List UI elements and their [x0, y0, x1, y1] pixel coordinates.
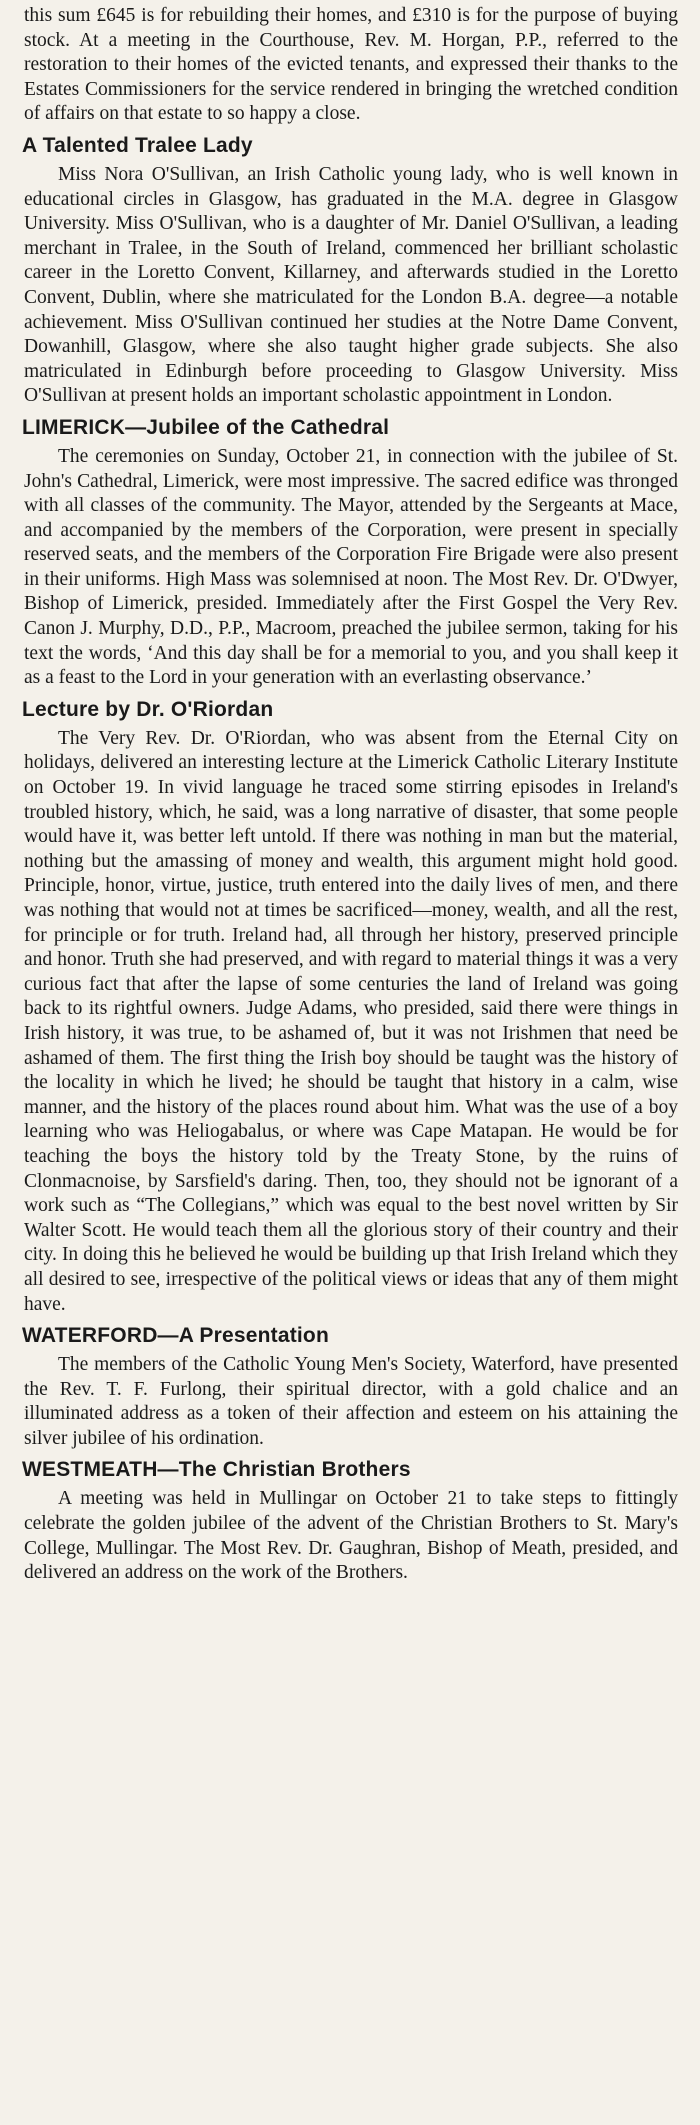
article-body-westmeath-brothers: A meeting was held in Mullingar on October 21 to take steps to fittingly celebrate the golden jubilee of the advent of the Christian Brothers to St. Mary's College, Mullingar. The Most Rev. Dr. Gaughran, Bishop of Meath, presided, and delivered an address on the work of the Brothers. — [24, 1488, 678, 1584]
article-body-limerick-jubilee: The ceremonies on Sunday, October 21, in connection with the jubilee of St. John's Cathedral, Limerick, were most impressive. The sacred edifice was thronged with all classes of the community. The Mayor, attended by the Sergeants at Mace, and accompanied by the members of the Corporation, were present in specially reserved seats, and the members of the Corporation Fire Brigade were also present in their uniforms. High Mass was solemnised at noon. The Most Rev. Dr. O'Dwyer, Bishop of Limerick, presided. Immediately after the First Gospel the Very Rev. Canon J. Murphy, D.D., P.P., Macroom, preached the jubilee sermon, taking for his text the words, ‘And this day shall be for a memorial to you, and you shall keep it as a feast to the Lord in your generation with an everlasting observance.’ — [24, 445, 678, 689]
heading-limerick-jubilee: LIMERICK—Jubilee of the Cathedral — [22, 415, 390, 439]
article-body-evicted-tenants: this sum £645 is for rebuilding their homes, and £310 is for the purpose of buying stock. At a meeting in the Courthouse, Rev. M. Horgan, P.P., referred to the restoration to their homes of the evicted tenants, and expressed their thanks to the Estates Commissioners for the service rendered in bringing the wretched condition of affairs on that estate to so happy a close. — [24, 5, 678, 125]
heading-lecture-oriordan: Lecture by Dr. O'Riordan — [22, 697, 274, 721]
heading-tralee-lady: A Talented Tralee Lady — [22, 133, 253, 157]
heading-westmeath-brothers: WESTMEATH—The Christian Brothers — [22, 1458, 411, 1482]
article-body-tralee-lady: Miss Nora O'Sullivan, an Irish Catholic young lady, who is well known in educational circles in Glasgow, has graduated in the M.A. degree in Glasgow University. Miss O'Sullivan, who is a daughter of Mr. Daniel O'Sullivan, a leading merchant in Tralee, in the South of Ireland, commenced her brilliant scholastic career in the Loretto Convent, Killarney, and afterwards studied in the Loretto Convent, Dublin, where she matriculated for the London B.A. degree—a notable achievement. Miss O'Sullivan continued her studies at the Notre Dame Convent, Dowanhill, Glasgow, where she also taught higher grade subjects. She also matriculated in Edinburgh before proceeding to Glasgow University. Miss O'Sullivan at present holds an important scholastic appointment in London. — [24, 163, 678, 407]
article-body-lecture-oriordan: The Very Rev. Dr. O'Riordan, who was absent from the Eternal City on holidays, delivered an interesting lecture at the Limerick Catholic Literary Institute on October 19. In vivid language he traced some stirring episodes in Ireland's troubled history, which, he said, was a long narrative of disaster, that some people would have it, was better left untold. If there was nothing in man but the material, nothing but the amassing of money and wealth, this argument might hold good. Principle, honor, virtue, justice, truth entered into the daily lives of men, and there was nothing that would not at times be sacrificed—money, wealth, and all the rest, for principle or for truth. Ireland had, all through her history, preserved principle and honor. Truth she had preserved, and with regard to material things it was a very curious fact that after the lapse of some centuries the land of Ireland was going back to its rightful owners. Judge Adams, who presided, said there were things in Irish history, it was true, to be ashamed of, but it was not Irishmen that need be ashamed of them. The first thing the Irish boy should be taught was the history of the locality in which he lived; he should be taught that history in a calm, wise manner, and the history of the places round about him. What was the use of a boy learning who was Heliogabalus, or where was Cape Matapan. He would be for teaching the boys the history told by the Treaty Stone, by the ruins of Clonmacnoise, by Sarsfield's daring. Then, too, they should not be ignorant of a work such as “The Collegians,” which was equal to the best novel written by Sir Walter Scott. He would teach them all the glorious story of their country and their city. In doing this he believed he would be building up that Irish Ireland which they all desired to see, irrespective of the political views or ideas that any of them might have. — [24, 727, 678, 1315]
article-body-waterford-presentation: The members of the Catholic Young Men's Society, Waterford, have presented the Rev. T. F. Furlong, their spiritual director, with a gold chalice and an illuminated address as a token of their affection and esteem on his attaining the silver jubilee of his ordination. — [24, 1354, 678, 1449]
heading-waterford-presentation: WATERFORD—A Presentation — [22, 1324, 329, 1348]
